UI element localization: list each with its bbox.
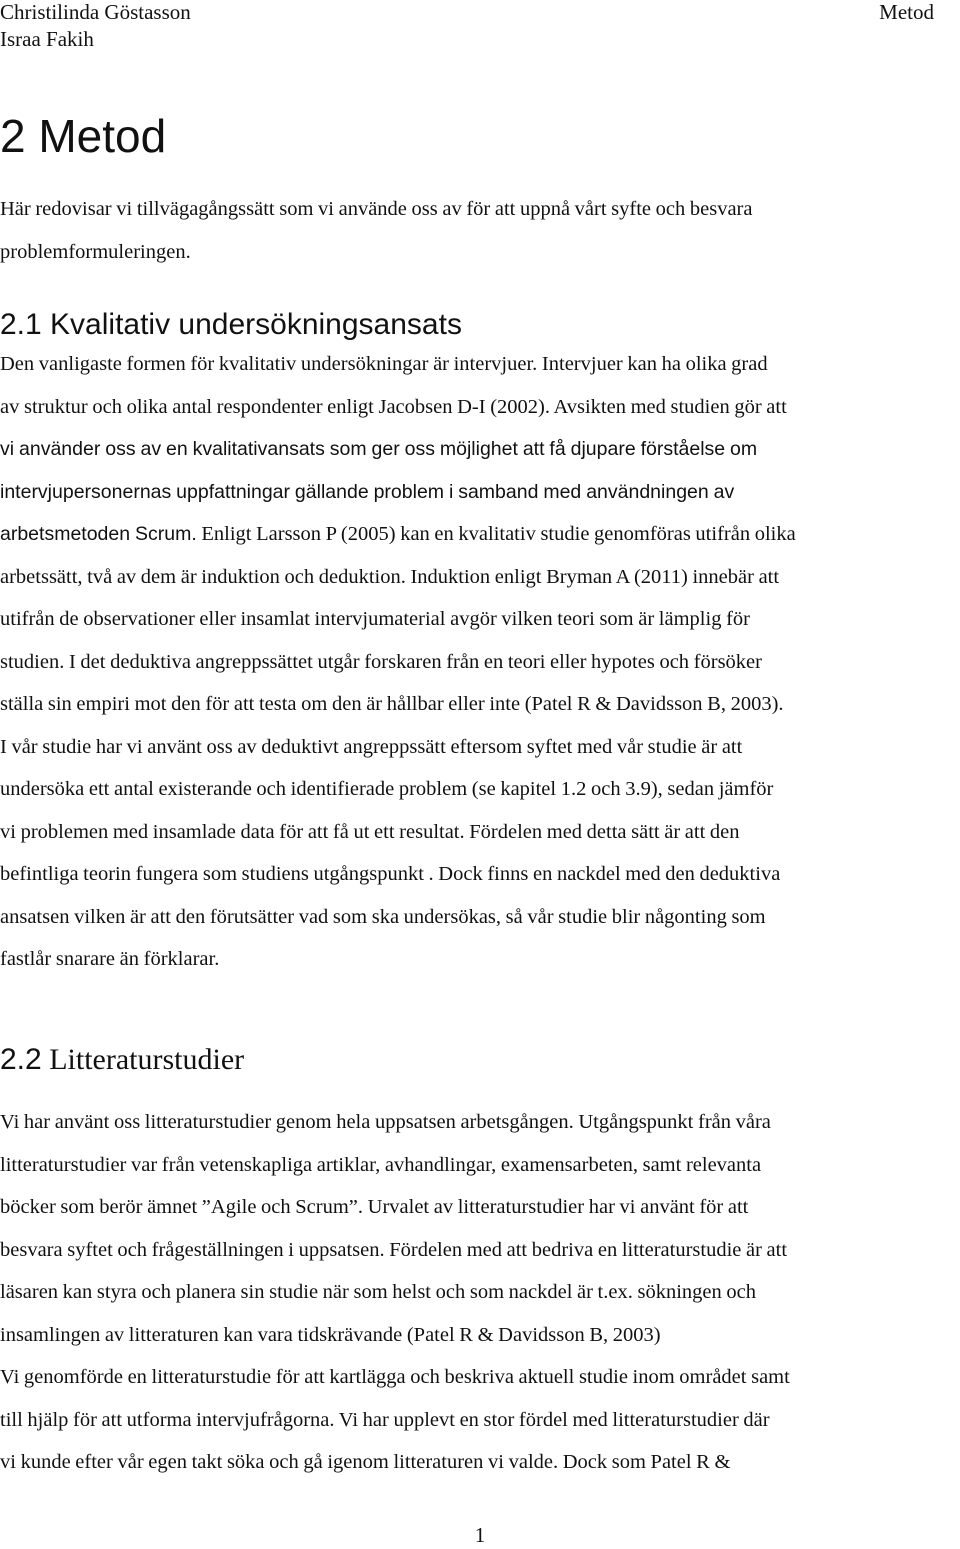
paragraph-line: vi problemen med insamlade data för att få ut ett resultat. Fördelen med detta sätt är att den	[0, 820, 740, 843]
section-2-2-paragraph	[0, 1101, 960, 1484]
paragraph-line: arbetsmetoden Scrum. Enligt Larsson P (2005) kan en kvalitativ studie genomföras utifrån olika	[0, 523, 796, 545]
paragraph-line: till hjälp för att utforma intervjufrågorna. Vi har upplevt en stor fördel med litteraturstudier där	[0, 1408, 770, 1431]
header-section: Metod	[879, 0, 934, 24]
section-2-2-number: 2.2	[0, 1043, 42, 1076]
paragraph-line: vi kunde efter vår egen takt söka och gå igenom litteraturen vi valde. Dock som Patel R &	[0, 1451, 731, 1473]
paragraph-line: befintliga teorin fungera som studiens utgångspunkt . Dock finns en nackdel med den deduktiva	[0, 863, 781, 885]
chapter-heading: 2 Metod	[0, 110, 167, 162]
section-2-2-heading	[0, 1041, 244, 1079]
paragraph-line: ansatsen vilken är att den förutsätter vad som ska undersökas, så vår studie blir någonting som	[0, 905, 766, 928]
paragraph-line: undersöka ett antal existerande och identifierade problem (se kapitel 1.2 och 3.9), sedan jämför	[0, 778, 774, 800]
page-number: 1	[474, 1523, 486, 1547]
header-author-1: Christilinda Göstasson	[0, 0, 191, 24]
header-author-2: Israa Fakih	[0, 27, 94, 51]
paragraph-line: Vi har använt oss litteraturstudier genom hela uppsatsen arbetsgången. Utgångspunkt från våra	[0, 1111, 771, 1133]
paragraph-line: studien. I det deduktiva angreppssättet utgår forskaren från en teori eller hypotes och försöker	[0, 650, 762, 673]
paragraph-line: av struktur och olika antal respondenter enligt Jacobsen D-I (2002). Avsikten med studien gör att	[0, 395, 787, 418]
paragraph-line: intervjupersonernas uppfattningar gällande problem i samband med användningen av	[0, 480, 735, 503]
paragraph-line: fastlår snarare än förklarar.	[0, 948, 220, 970]
paragraph-line: ställa sin empiri mot den för att testa om den är hållbar eller inte (Patel R & Davidsson B, 2003).	[0, 693, 784, 715]
paragraph-line: Vi genomförde en litteraturstudie för att kartlägga och beskriva aktuell studie inom området samt	[0, 1366, 790, 1388]
paragraph-line: Den vanligaste formen för kvalitativ undersökningar är intervjuer. Intervjuer kan ha olika grad	[0, 353, 768, 375]
paragraph-line: insamlingen av litteraturen kan vara tidskrävande (Patel R & Davidsson B, 2003)	[0, 1323, 661, 1346]
paragraph-line: böcker som berör ämnet ”Agile och Scrum”. Urvalet av litteraturstudier har vi använt för att	[0, 1196, 749, 1218]
paragraph-line: utifrån de observationer eller insamlat intervjumaterial avgör vilken teori som är lämplig för	[0, 608, 750, 630]
intro-line: Här redovisar vi tillvägagångssätt som vi använde oss av för att uppnå vårt syfte och besvara	[0, 198, 753, 220]
paragraph-line: I vår studie har vi använt oss av deduktivt angreppssätt eftersom syftet med vår studie är att	[0, 735, 743, 758]
intro-line: problemformuleringen.	[0, 240, 191, 263]
section-2-1-heading: 2.1 Kvalitativ undersökningsansats	[0, 308, 462, 341]
paragraph-line: besvara syftet och frågeställningen i uppsatsen. Fördelen med att bedriva en litteraturstudie är att	[0, 1238, 788, 1261]
paragraph-line: läsaren kan styra och planera sin studie när som helst och som nackdel är t.ex. sökningen och	[0, 1281, 756, 1303]
paragraph-line: arbetssätt, två av dem är induktion och deduktion. Induktion enligt Bryman A (2011) innebär att	[0, 565, 780, 588]
paragraph-line: vi använder oss av en kvalitativansats som ger oss möjlighet att få djupare förståelse om	[0, 438, 758, 460]
intro-paragraph	[0, 188, 960, 273]
section-2-1-paragraph	[0, 343, 960, 981]
paragraph-line: litteraturstudier var från vetenskapliga artiklar, avhandlingar, examensarbeten, samt relevanta	[0, 1153, 762, 1176]
section-2-2-title: Litteraturstudier	[49, 1043, 245, 1076]
